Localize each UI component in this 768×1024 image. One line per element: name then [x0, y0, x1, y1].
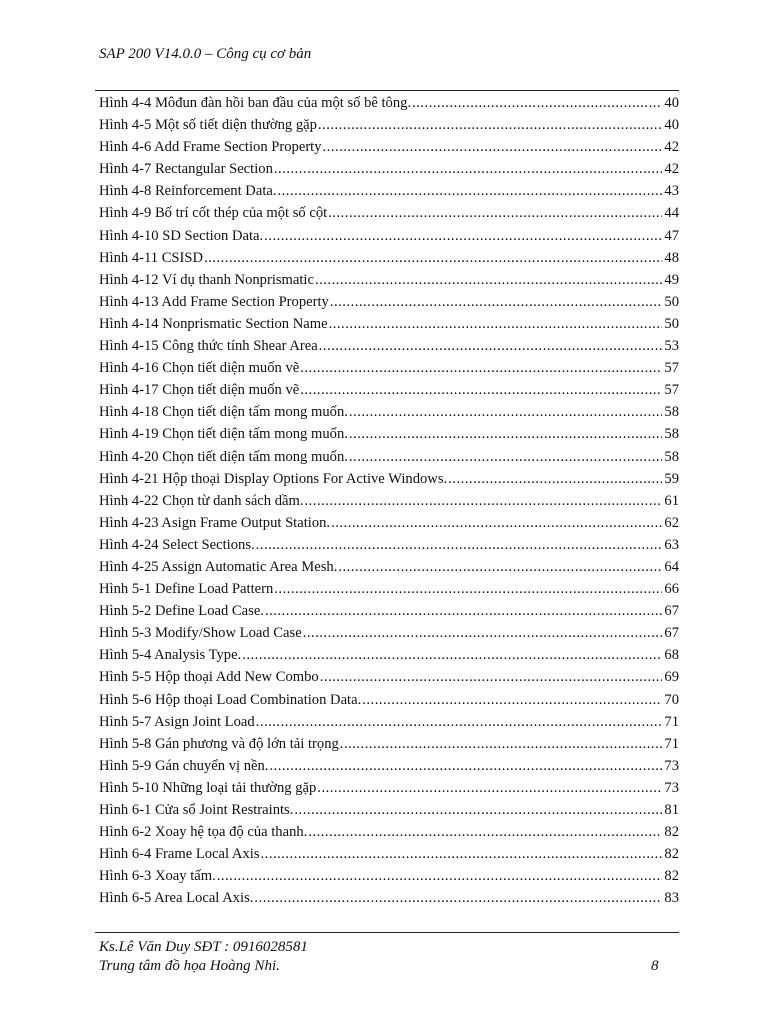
- toc-dot-leader: [269, 755, 662, 777]
- toc-entry-page: 58: [664, 404, 679, 421]
- toc-entry[interactable]: [99, 158, 679, 180]
- toc-entry-label: Hình 4-14 Nonprismatic Section Name: [99, 315, 328, 332]
- toc-entry[interactable]: [99, 401, 679, 423]
- toc-entry[interactable]: [99, 490, 679, 512]
- toc-entry-label: Hình 4-22 Chọn từ danh sách dầm.: [99, 492, 304, 509]
- toc-entry-label: Hình 4-12 Ví dụ thanh Nonprismatic: [99, 271, 314, 288]
- toc-entry-label: Hình 4-23 Asign Frame Output Station.: [99, 514, 331, 531]
- toc-dot-leader: [254, 887, 662, 909]
- toc-entry-page: 42: [664, 161, 679, 178]
- toc-entry[interactable]: [99, 843, 679, 865]
- toc-entry-page: 57: [664, 360, 679, 377]
- toc-entry[interactable]: [99, 644, 679, 666]
- toc-entry-label: Hình 4-25 Assign Automatic Area Mesh.: [99, 558, 338, 575]
- header-rule: [95, 90, 679, 91]
- toc-entry-page: 71: [664, 735, 679, 752]
- toc-entry-page: 48: [664, 249, 679, 266]
- toc-entry-page: 50: [664, 315, 679, 332]
- toc-entry-label: Hình 5-6 Hộp thoại Load Combination Data.: [99, 691, 362, 708]
- toc-entry-label: Hình 4-8 Reinforcement Data.: [99, 183, 277, 200]
- toc-dot-leader: [349, 401, 663, 423]
- footer-center-name: Trung tâm đồ họa Hoàng Nhi.: [99, 958, 280, 974]
- toc-dot-leader: [331, 512, 662, 534]
- toc-entry-page: 66: [664, 581, 679, 598]
- toc-entry-page: 68: [664, 647, 679, 664]
- toc-dot-leader: [329, 313, 663, 335]
- toc-dot-leader: [274, 158, 663, 180]
- toc-entry[interactable]: [99, 777, 679, 799]
- toc-dot-leader: [323, 136, 663, 158]
- toc-dot-leader: [315, 269, 662, 291]
- toc-entry[interactable]: [99, 468, 679, 490]
- toc-dot-leader: [256, 534, 663, 556]
- toc-entry-label: Hình 4-7 Rectangular Section: [99, 161, 273, 178]
- footer-author: Ks.Lê Văn Duy SĐT : 0916028581: [99, 939, 308, 955]
- toc-entry-page: 63: [664, 536, 679, 553]
- toc-entry-page: 67: [664, 603, 679, 620]
- table-of-figures: [99, 92, 679, 909]
- toc-entry-label: Hình 4-9 Bố trí cốt thép của một số cột: [99, 205, 328, 222]
- toc-dot-leader: [300, 379, 662, 401]
- toc-entry[interactable]: [99, 578, 679, 600]
- toc-dot-leader: [338, 556, 662, 578]
- toc-entry-page: 50: [664, 293, 679, 310]
- toc-entry[interactable]: [99, 666, 679, 688]
- toc-entry[interactable]: [99, 202, 679, 224]
- toc-entry[interactable]: [99, 291, 679, 313]
- toc-entry-page: 64: [664, 558, 679, 575]
- toc-entry-page: 47: [664, 227, 679, 244]
- toc-dot-leader: [265, 600, 662, 622]
- toc-entry-label: Hình 6-4 Frame Local Axis: [99, 846, 260, 863]
- toc-entry[interactable]: [99, 865, 679, 887]
- toc-dot-leader: [308, 821, 662, 843]
- toc-entry[interactable]: [99, 534, 679, 556]
- toc-entry-label: Hình 4-4 Môđun đàn hồi ban đầu của một số bê tông.: [99, 95, 412, 111]
- toc-entry[interactable]: [99, 689, 679, 711]
- toc-entry[interactable]: [99, 711, 679, 733]
- toc-dot-leader: [328, 202, 662, 224]
- toc-dot-leader: [305, 490, 663, 512]
- toc-entry[interactable]: [99, 821, 679, 843]
- toc-dot-leader: [303, 622, 663, 644]
- toc-dot-leader: [330, 291, 663, 313]
- toc-entry-page: 82: [664, 824, 679, 841]
- toc-entry-label: Hình 4-16 Chọn tiết diện muốn vẽ: [99, 360, 300, 377]
- toc-entry[interactable]: [99, 755, 679, 777]
- toc-entry-page: 71: [664, 713, 679, 730]
- toc-dot-leader: [318, 114, 663, 136]
- toc-entry-page: 61: [664, 492, 679, 509]
- toc-dot-leader: [349, 446, 663, 468]
- toc-dot-leader: [412, 92, 662, 114]
- toc-entry-page: 58: [664, 448, 679, 465]
- toc-entry-label: Hình 4-17 Chọn tiết diện muốn vẽ: [99, 382, 300, 399]
- toc-entry-label: Hình 4-19 Chọn tiết diện tấm mong muốn.: [99, 426, 348, 443]
- toc-entry-page: 83: [664, 890, 679, 907]
- toc-entry-label: Hình 5-2 Define Load Case.: [99, 603, 264, 620]
- toc-entry[interactable]: [99, 313, 679, 335]
- toc-entry-label: Hình 5-9 Gán chuyển vị nền.: [99, 757, 269, 774]
- footer-rule: [95, 932, 679, 933]
- toc-entry-label: Hình 4-6 Add Frame Section Property: [99, 139, 322, 156]
- toc-dot-leader: [317, 777, 662, 799]
- toc-dot-leader: [300, 357, 662, 379]
- toc-entry[interactable]: [99, 556, 679, 578]
- toc-entry-page: 73: [664, 779, 679, 796]
- toc-entry-label: Hình 6-3 Xoay tấm.: [99, 868, 216, 885]
- toc-dot-leader: [349, 423, 663, 445]
- toc-dot-leader: [261, 843, 663, 865]
- toc-entry[interactable]: [99, 92, 679, 114]
- toc-entry-label: Hình 6-2 Xoay hệ tọa độ của thanh.: [99, 824, 308, 841]
- toc-dot-leader: [362, 689, 662, 711]
- toc-entry-page: 73: [664, 757, 679, 774]
- toc-entry-label: Hình 4-15 Công thức tính Shear Area: [99, 338, 318, 355]
- toc-entry-label: Hình 4-13 Add Frame Section Property: [99, 293, 329, 310]
- toc-dot-leader: [274, 578, 662, 600]
- toc-entry-page: 81: [664, 802, 679, 818]
- toc-dot-leader: [264, 225, 662, 247]
- toc-entry[interactable]: [99, 600, 679, 622]
- toc-entry-label: Hình 5-4 Analysis Type.: [99, 647, 242, 664]
- toc-entry-label: Hình 5-8 Gán phương và độ lớn tải trọng: [99, 735, 339, 752]
- toc-entry[interactable]: [99, 733, 679, 755]
- toc-entry-page: 67: [664, 625, 679, 642]
- toc-entry[interactable]: [99, 247, 679, 269]
- toc-dot-leader: [242, 644, 662, 666]
- toc-dot-leader: [294, 799, 662, 821]
- toc-entry-label: Hình 5-3 Modify/Show Load Case: [99, 625, 302, 642]
- toc-entry-label: Hình 6-5 Area Local Axis.: [99, 890, 254, 907]
- toc-entry[interactable]: [99, 114, 679, 136]
- toc-entry-page: 69: [664, 669, 679, 686]
- toc-entry[interactable]: [99, 887, 679, 909]
- toc-entry[interactable]: [99, 622, 679, 644]
- toc-entry-page: 40: [664, 95, 679, 111]
- toc-dot-leader: [278, 180, 663, 202]
- toc-entry-page: 57: [664, 382, 679, 399]
- toc-entry-page: 42: [664, 139, 679, 156]
- toc-entry-page: 49: [664, 271, 679, 288]
- toc-entry[interactable]: [99, 136, 679, 158]
- toc-entry-page: 43: [664, 183, 679, 200]
- toc-entry[interactable]: [99, 423, 679, 445]
- toc-entry-page: 70: [664, 691, 679, 708]
- toc-entry-label: Hình 4-5 Một số tiết diện thường gặp: [99, 117, 317, 134]
- toc-entry-page: 44: [664, 205, 679, 222]
- toc-dot-leader: [256, 711, 663, 733]
- toc-entry-label: Hình 5-5 Hộp thoại Add New Combo: [99, 669, 319, 686]
- toc-entry[interactable]: [99, 379, 679, 401]
- toc-entry-page: 40: [664, 117, 679, 134]
- header-title: SAP 200 V14.0.0 – Công cụ cơ bản: [99, 46, 312, 62]
- toc-entry-label: Hình 4-24 Select Sections.: [99, 536, 255, 553]
- toc-entry-page: 58: [664, 426, 679, 443]
- toc-entry-label: Hình 4-20 Chọn tiết diện tấm mong muốn.: [99, 448, 348, 465]
- toc-entry-page: 62: [664, 514, 679, 531]
- toc-dot-leader: [217, 865, 663, 887]
- toc-entry[interactable]: [99, 446, 679, 468]
- toc-entry-label: Hình 4-21 Hộp thoại Display Options For Active Windows.: [99, 470, 448, 487]
- toc-entry-page: 59: [664, 470, 679, 487]
- toc-entry[interactable]: [99, 799, 679, 821]
- toc-entry-page: 82: [664, 846, 679, 863]
- toc-dot-leader: [204, 247, 662, 269]
- toc-entry[interactable]: [99, 357, 679, 379]
- toc-entry[interactable]: [99, 269, 679, 291]
- toc-entry[interactable]: [99, 225, 679, 247]
- toc-entry-label: Hình 5-7 Asign Joint Load: [99, 713, 255, 730]
- toc-entry-label: Hình 4-18 Chọn tiết diện tấm mong muốn.: [99, 404, 348, 421]
- toc-entry-page: 53: [664, 338, 679, 355]
- toc-entry[interactable]: [99, 180, 679, 202]
- toc-dot-leader: [448, 468, 662, 490]
- toc-entry-label: Hình 6-1 Cửa sổ Joint Restraints.: [99, 802, 294, 818]
- toc-dot-leader: [320, 666, 663, 688]
- toc-entry-label: Hình 5-1 Define Load Pattern: [99, 581, 274, 598]
- footer-page-number: 8: [651, 958, 659, 974]
- toc-dot-leader: [319, 335, 663, 357]
- toc-entry[interactable]: [99, 512, 679, 534]
- toc-entry-label: Hình 4-10 SD Section Data.: [99, 227, 264, 244]
- toc-entry-label: Hình 5-10 Những loại tải thường gặp: [99, 779, 317, 796]
- toc-entry-page: 82: [664, 868, 679, 885]
- toc-dot-leader: [340, 733, 663, 755]
- toc-entry[interactable]: [99, 335, 679, 357]
- toc-entry-label: Hình 4-11 CSISD: [99, 249, 204, 266]
